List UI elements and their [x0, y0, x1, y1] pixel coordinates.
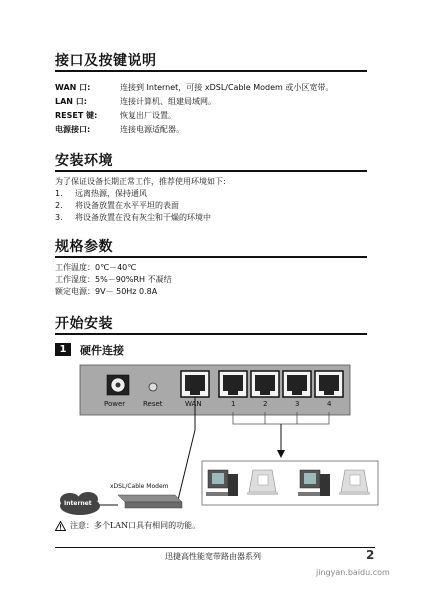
reset-button [149, 383, 157, 391]
section-title-environment: 安装环境 [55, 153, 113, 169]
footer-page-number: 2 [366, 548, 375, 562]
section-rule [55, 170, 367, 172]
step-number-badge: 1 [55, 343, 71, 356]
label-wan: WAN [185, 400, 202, 408]
modem-device [118, 495, 182, 508]
lan-port-1 [219, 371, 247, 397]
ports-desc-lan: 连接计算机、组建局域网。 [120, 97, 216, 106]
wan-port [181, 371, 209, 397]
lan-port-3 [283, 371, 311, 397]
lan-port-4 [315, 371, 343, 397]
label-reset: Reset [143, 400, 163, 408]
ports-label-power: 电源接口: [55, 125, 91, 134]
spec-humidity: 工作湿度：5%－90%RH 不凝结 [55, 275, 172, 284]
power-port-pin [116, 383, 121, 388]
label-lan-3: 3 [295, 400, 300, 408]
footer-rule [55, 547, 375, 548]
note-text: 注意：多个LAN口具有相同的功能。 [70, 521, 201, 530]
footer-series-text: 迅捷高性能宽带路由器系列 [165, 552, 261, 561]
environment-item-num-2: 2. [55, 201, 63, 210]
warning-icon [55, 521, 66, 531]
ports-desc-wan: 连接到 Internet，可接 xDSL/Cable Modem 或小区宽带。 [120, 83, 334, 92]
label-modem: xDSL/Cable Modem [110, 483, 169, 490]
ports-desc-reset: 恢复出厂设置。 [120, 111, 176, 120]
ports-label-wan: WAN 口: [55, 83, 91, 92]
section-rule [55, 256, 367, 258]
environment-item-num-1: 1. [55, 189, 63, 198]
spec-power: 额定电源：9V－ 50Hz 0.8A [55, 287, 158, 296]
label-lan-2: 2 [263, 400, 268, 408]
section-rule [55, 333, 367, 335]
section-title-specs: 规格参数 [55, 239, 113, 255]
environment-item-3: 将设备放置在没有灰尘和干燥的环境中 [75, 213, 211, 222]
footer-watermark: jingyan.baidu.com [316, 568, 390, 577]
ports-label-lan: LAN 口: [55, 97, 87, 106]
environment-item-2: 将设备放置在水平平坦的表面 [75, 201, 179, 210]
label-lan-4: 4 [327, 400, 332, 408]
ports-label-reset: RESET 键: [55, 111, 98, 120]
section-rule [55, 70, 367, 72]
lan-port-2 [251, 371, 279, 397]
label-power: Power [104, 400, 126, 408]
label-internet: Internet [64, 500, 92, 507]
lan-arrow-head [277, 450, 285, 458]
section-title-ports: 接口及按键说明 [55, 53, 157, 69]
ports-desc-power: 连接电源适配器。 [120, 125, 184, 134]
section-title-install: 开始安装 [55, 316, 113, 332]
label-lan-1: 1 [231, 400, 236, 408]
step-title: 硬件连接 [80, 344, 124, 357]
environment-intro: 为了保证设备长期正常工作，推荐使用环境如下: [55, 177, 226, 186]
spec-temperature: 工作温度：0℃－40℃ [55, 263, 137, 272]
environment-item-1: 远离热源，保持通风 [75, 189, 147, 198]
environment-item-num-3: 3. [55, 213, 63, 222]
